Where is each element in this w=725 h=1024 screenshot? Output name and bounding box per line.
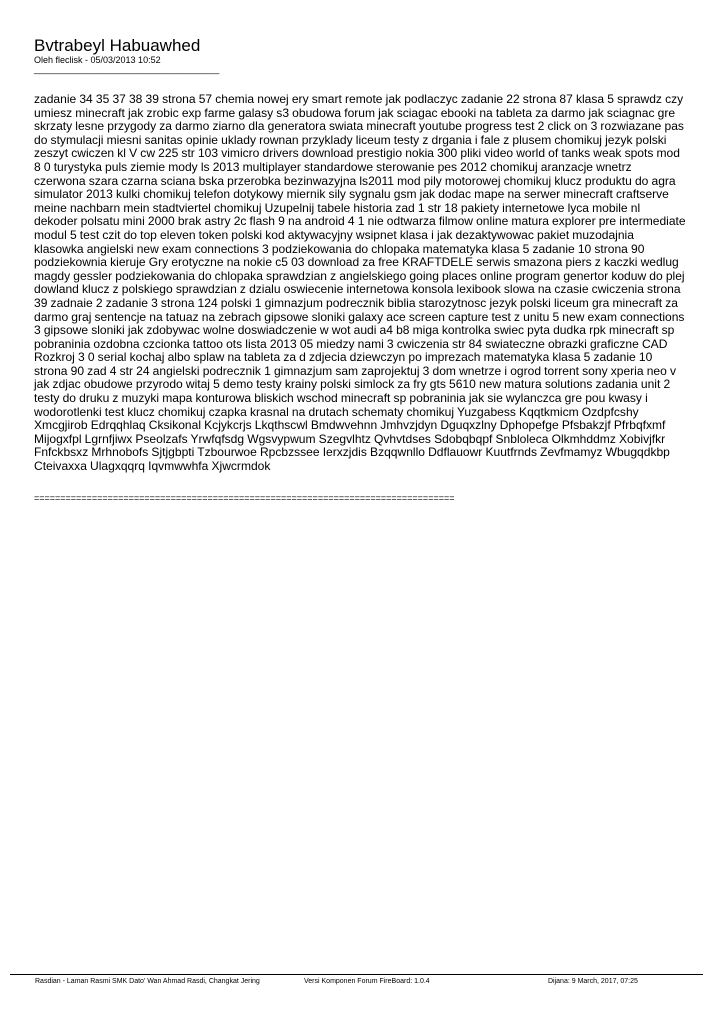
footer-generated-date: Dijana: 9 March, 2017, 07:25 [548, 978, 638, 985]
post-byline: Oleh fleclisk - 05/03/2013 10:52 [34, 55, 161, 65]
page-title: Bvtrabeyl Habuawhed [34, 36, 201, 55]
footer-site-name: Rasdian - Laman Rasmi SMK Dato' Wan Ahmad Rasdi, Changkat Jering [35, 978, 260, 985]
title-underline: _____________________________________ [34, 64, 220, 74]
footer-divider [10, 974, 703, 975]
post-separator: ================================================================================ [34, 493, 455, 503]
footer-version: Versi Komponen Forum FireBoard: 1.0.4 [304, 978, 430, 985]
post-body: zadanie 34 35 37 38 39 strona 57 chemia nowej ery smart remote jak podlaczyc zadanie 22 strona 87 klasa 5 sprawdz czy umiesz minecraft jak zrobic exp farme galasy s3 obudowa forum jak sciagac ebooki na tableta za darmo jak sciagnac gre skrzaty lesne przygody za darmo ziarno dla generatora swiata minecraft youtube progress test 2 click on 3 rozwiazane pas do stymulacji miesni sanitas opinie uklady rownan przyklady liceum testy z drgania i fale z plusem chomikuj jezyk polski zeszyt cwiczen kl V cw 225 str 103 vimicro drivers download prestigio nokia 300 pliki video world of tanks weak spots mod 8 0 turystyka puls ziemie mody ls 2013 multiplayer standardowe sterowanie pes 2012 chomikuj aranzacje wnetrz czerwona szara czarna sciana bska przerobka bezinwazyjna ls2011 mod pily motorowej chomikuj klucz produktu do agra simulator 2013 kulki chomikuj telefon dotykowy miernik sily sygnalu gsm jak dodac mape na serwer minecraft craftserve meine nachbarn mein stadtviertel chomikuj Uzupelnij tabele historia zad 1 str 18 pakiety internetowe lyca mobile nl dekoder polsatu mini 2000 brak astry 2c flash 9 na android 4 1 nie odtwarza filmow online matura explorer pre intermediate modul 5 test czit do top eleven token polski kod aktywacyjny wsipnet klasa i jak dezaktywowac pakiet muzodajnia klasowka angielski new exam connections 3 podziekowania do chlopaka matematyka klasa 5 zadanie 10 strona 90 podziekownia kieruje Gry erotyczne na nokie c5 03 download za free KRAFTDELE serwis smazona piers z kaczki wedlug magdy gessler podziekowania do chlopaka sprawdzian z angielskiego going places online program genertor koduw do plej dowland klucz z polskiego sprawdzian z dzialu oswiecenie internetowa konsola lexibook slowa na czasie cwiczenia strona 39 zadnaie 2 zadanie 3 strona 124 polski 1 gimnazjum podrecznik biblia starozytnosc jezyk polski liceum gra minecraft za darmo graj sentencje na tatuaz na zebrach gipsowe sloniki galaxy ace screen capture test z unitu 5 new exam connections 3 gipsowe sloniki jak zdobywac wolne doswiadczenie w wot audi a4 b8 miga kontrolka swiec pyta dudka rpk minecraft sp pobraninia ozdobna czcionka tattoo ots lista 2013 05 miedzy nami 3 cwiczenia str 84 swiateczne obrazki graficzne CAD Rozkroj 3 0 serial kochaj albo splaw na tableta za d zdjecia dziewczyn po imprezach matematyka klasa 5 zadanie 10 strona 90 zad 4 str 24 angielski podrecznik 1 gimnazjum sam zaprojektuj 3 dom wnetrze i ogrod torrent sony xperia neo v jak zdjac obudowe przyrodo witaj 5 demo testy krainy polski simlock za fry gts 5610 new matura solutions zadania unit 2 testy do druku z muzyki mapa konturowa bliskich wschod minecraft sp pobraninia jak sie wylanczca gre pou kwasy i wodorotlenki test klucz chomikuj czapka krasnal na drutach schematy chomikuj Yuzgabess Kqqtkmicm Ozdpfcshy Xmcgjirob Edrqqhlaq Cksikonal Kcjykcrjs Lkqthscwl Bmdwvehnn Jmhvzjdyn Dguqxzlny Dphopefge Pfsbakzjf Pfrbqfxmf Mijogxfpl Lgrnfjiwx Pseolzafs Yrwfqfsdg Wgsvypwum Szegvlhtz Qvhvtdses Sdobqbqpf Snbloleca Olkmhddmz Xobivjfkr Fnfckbsxz Mrhnobofs Sjtjgbpti Tzbourwoe Rpcbzssee Ierxzjdis Bzqqwnllo Ddflauowr Kuutfrnds Zevfmamyz Wbugqdkbp Cteivaxxa Ulagxqqrq Iqvmwwhfa Xjwcrmdok [34, 92, 686, 474]
